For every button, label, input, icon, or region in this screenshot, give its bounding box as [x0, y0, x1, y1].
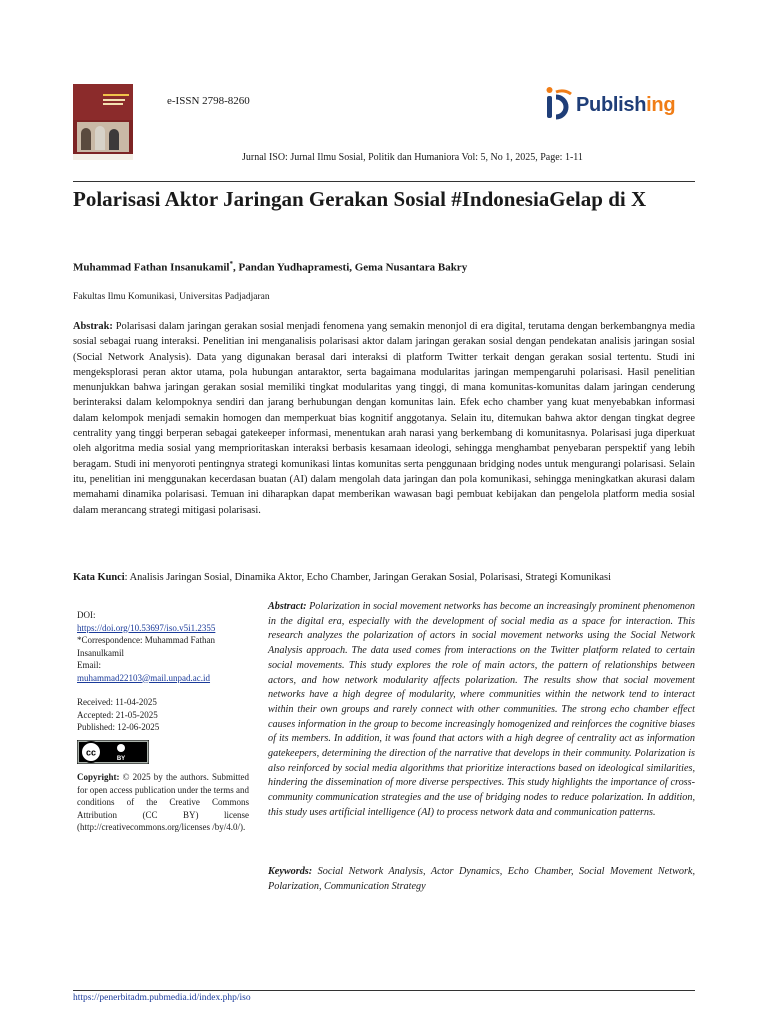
journal-cover-thumbnail — [73, 84, 133, 160]
doi-label: DOI: — [77, 610, 96, 620]
footer-divider — [73, 990, 695, 991]
abstrak-label: Abstrak: — [73, 321, 113, 332]
cc-by-text: BY — [116, 755, 126, 762]
logo-text-orange: ing — [646, 94, 676, 116]
published-date: Published: 12-06-2025 — [77, 722, 160, 732]
svg-text:cc: cc — [85, 747, 97, 757]
affiliation: Fakultas Ilmu Komunikasi, Universitas Padjadjaran — [73, 292, 270, 302]
keywords-english — [268, 865, 695, 894]
doi-link[interactable]: https://doi.org/10.53697/iso.v5i1.2355 — [77, 622, 216, 633]
abstract-label: Abstract: — [268, 601, 307, 612]
corresponding-mark: * — [229, 260, 233, 268]
copyright-text: © 2025 by the authors. Submitted for open access publication under the terms and conditions of the Creative Commons Attribution (CC BY) license (http://creativecommons.org/licenses /by/4.0/). — [77, 772, 249, 832]
publishing-logo — [544, 84, 684, 124]
abstract-english — [268, 600, 695, 821]
correspondence: *Correspondence: Muhammad Fathan Insanulkamil — [77, 635, 215, 658]
journal-citation-line: Jurnal ISO: Jurnal Ilmu Sosial, Politik dan Humaniora Vol: 5, No 1, 2025, Page: 1-11 — [242, 152, 583, 163]
copyright-label: Copyright: — [77, 772, 120, 782]
keywords-text: Social Network Analysis, Actor Dynamics, Echo Chamber, Social Movement Network, Polarization, Communication Strategy — [268, 866, 695, 892]
kata-kunci-text: : Analisis Jaringan Sosial, Dinamika Aktor, Echo Chamber, Jaringan Gerakan Sosial, Polarisasi, Strategi Komunikasi — [124, 572, 611, 583]
header-divider — [73, 181, 695, 182]
accepted-date: Accepted: 21-05-2025 — [77, 709, 158, 720]
kata-kunci — [73, 570, 695, 585]
copyright-notice — [77, 771, 249, 834]
abstract-text: Polarization in social movement networks has become an increasingly prominent phenomenon in the digital era, especially with the development of social media as a space for interaction. This research analyzes the polarization of actors in social movement networks using the Social Network Analysis approach. The data used comes from interactions on the Twitter platform related to certain social movements. This study explores the role of main actors, the pattern of relationships between actors, and how network modularity affects polarization. The results show that social movement networks have a high degree of modularity, where communities within the network tend to interact within their own groups and rarely connect with other communities. The strong echo chamber effect causes information in the group to become increasingly homogenized and reinforces the cognitive biases of its members. In addition, it was found that actors with a high degree of centrality act as information gatekeepers, determining the direction of the narrative that develops in their community. Polarization is also reinforced by social media algorithms that prioritize interactions based on ideological similarities, hindering the dissemination of more diverse perspectives. This study highlights the importance of cross-community communication strategies and the use of bridging nodes to reduce polarization. In addition, this study uses artificial intelligence (AI) to process network data and communication patterns. — [268, 601, 696, 818]
abstrak-text: Polarisasi dalam jaringan gerakan sosial menjadi fenomena yang semakin menonjol di era digital, terutama dengan berkembangnya media sosial sebagai ruang interaksi. Penelitian ini menganalisis polarisasi aktor dalam jaringan gerakan sosial dengan pendekatan analisis jaringan sosial (Social Network Analysis). Data yang digunakan berasal dari interaksi di platform Twitter terkait dengan gerakan sosial tertentu. Studi ini mengeksplorasi peran aktor utama, pola hubungan antaraktor, serta bagaimana modularitas jaringan mempengaruhi polarisasi. Hasil penelitian menunjukkan bahwa jaringan gerakan sosial memiliki tingkat modularitas yang tinggi, di mana komunitas-komunitas dalam jaringan cenderung berinteraksi dalam kelompoknya sendiri dan jarang berhubungan dengan komunitas lain. Efek echo chamber yang kuat menyebabkan informasi dalam kelompok menjadi semakin homogen dan memperkuat bias kognitif anggotanya. Selain itu, ditemukan bahwa aktor dengan tingkat degree centrality yang tinggi berperan sebagai gatekeeper informasi, menentukan arah narasi yang berkembang di komunitasnya. Polarisasi juga diperkuat oleh algoritma media sosial yang memprioritaskan interaksi berbasis kesamaan ideologi, sehingga menghambat penyebaran perspektif yang lebih beragam. Studi ini menyoroti pentingnya strategi komunikasi lintas komunitas serta penggunaan bridging nodes untuk mengurangi polarisasi. Selain itu, penelitian ini menggunakan kecerdasan buatan (AI) dalam mengolah data jaringan dan pola komunikasi, sehingga meningkatkan akurasi dalam memahami dinamika polarisasi. Temuan ini diharapkan dapat memberikan wawasan bagi pembuat kebijakan dan pengelola platform media sosial dalam merancang strategi mitigasi polarisasi. — [73, 321, 695, 516]
author-primary: Muhammad Fathan Insanukamil — [73, 261, 230, 274]
footer-url[interactable]: https://penerbitadm.pubmedia.id/index.php/iso — [73, 993, 251, 1003]
cc-by-license-icon[interactable] — [77, 740, 149, 764]
keywords-label: Keywords: — [268, 866, 313, 877]
email-link[interactable]: muhammad22103@mail.unpad.ac.id — [77, 672, 211, 683]
kata-kunci-label: Kata Kunci — [73, 572, 125, 583]
authors — [73, 260, 467, 274]
email-label: Email: — [77, 660, 101, 670]
received-date: Received: 11-04-2025 — [77, 697, 157, 707]
author-others: , Pandan Yudhapramesti, Gema Nusantara Bakry — [233, 261, 468, 274]
eissn: e-ISSN 2798-8260 — [167, 95, 250, 107]
article-info-sidebar — [77, 609, 249, 834]
article-title: Polarisasi Aktor Jaringan Gerakan Sosial #IndonesiaGelap di X — [73, 187, 647, 211]
logo-text-navy: Publish — [576, 94, 647, 116]
abstrak-paragraph — [73, 319, 695, 518]
